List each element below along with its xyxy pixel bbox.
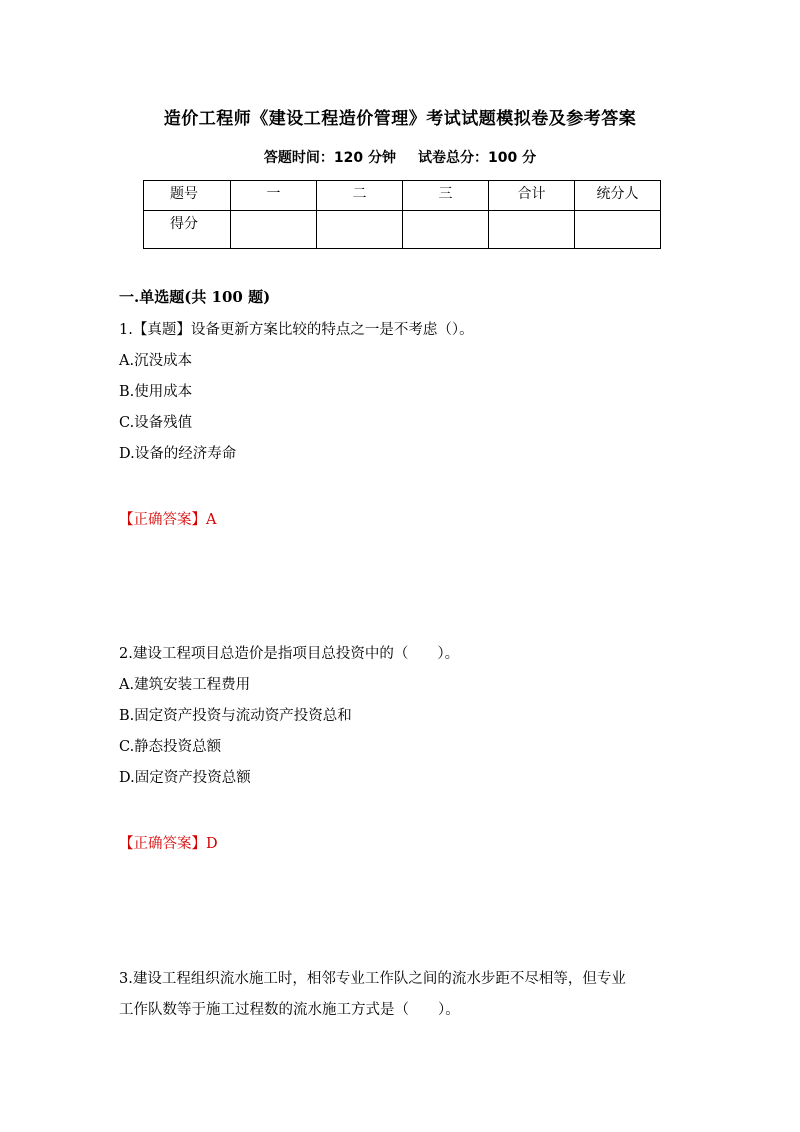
question-option: A.沉没成本 xyxy=(119,353,193,369)
score-header-cell: 三 xyxy=(403,181,489,211)
exam-time: 答题时间：120 分钟 xyxy=(263,150,396,166)
section-title: 一.单选题(共 100 题) xyxy=(119,288,271,306)
score-cell xyxy=(489,211,575,249)
score-table-header-row xyxy=(144,181,661,211)
document-title: 造价工程师《建设工程造价管理》考试试题模拟卷及参考答案 xyxy=(163,109,637,129)
score-header-cell: 合计 xyxy=(489,181,575,211)
question-option: D.设备的经济寿命 xyxy=(119,446,237,462)
question-stem-line: 3.建设工程组织流水施工时，相邻专业工作队之间的流水步距不尽相等，但专业 xyxy=(119,971,626,987)
question-option: B.使用成本 xyxy=(119,384,193,400)
question-1 xyxy=(119,315,699,470)
score-table xyxy=(143,180,661,249)
score-header-cell: 题号 xyxy=(144,181,231,211)
score-header-cell: 一 xyxy=(231,181,317,211)
score-cell xyxy=(575,211,661,249)
question-3 xyxy=(119,964,719,1026)
score-cell xyxy=(403,211,489,249)
question-option: D.固定资产投资总额 xyxy=(119,770,251,786)
question-option: B.固定资产投资与流动资产投资总和 xyxy=(119,708,352,724)
answer-1: 【正确答案】A xyxy=(119,512,217,528)
score-table-score-row xyxy=(144,211,661,249)
score-cell xyxy=(231,211,317,249)
answer-2: 【正确答案】D xyxy=(119,836,218,852)
score-row-label: 得分 xyxy=(144,211,231,249)
exam-total-score: 试卷总分：100 分 xyxy=(418,150,537,166)
score-header-cell: 二 xyxy=(317,181,403,211)
question-option: A.建筑安装工程费用 xyxy=(119,677,251,693)
question-stem: 2.建设工程项目总造价是指项目总投资中的（ ）。 xyxy=(119,646,460,662)
question-2 xyxy=(119,639,699,794)
score-header-cell: 统分人 xyxy=(575,181,661,211)
question-stem-line: 工作队数等于施工过程数的流水施工方式是（ ）。 xyxy=(119,1002,460,1018)
question-option: C.设备残值 xyxy=(119,415,193,431)
exam-meta xyxy=(0,147,800,167)
score-cell xyxy=(317,211,403,249)
question-stem: 1.【真题】设备更新方案比较的特点之一是不考虑（）。 xyxy=(119,322,474,338)
question-option: C.静态投资总额 xyxy=(119,739,222,755)
